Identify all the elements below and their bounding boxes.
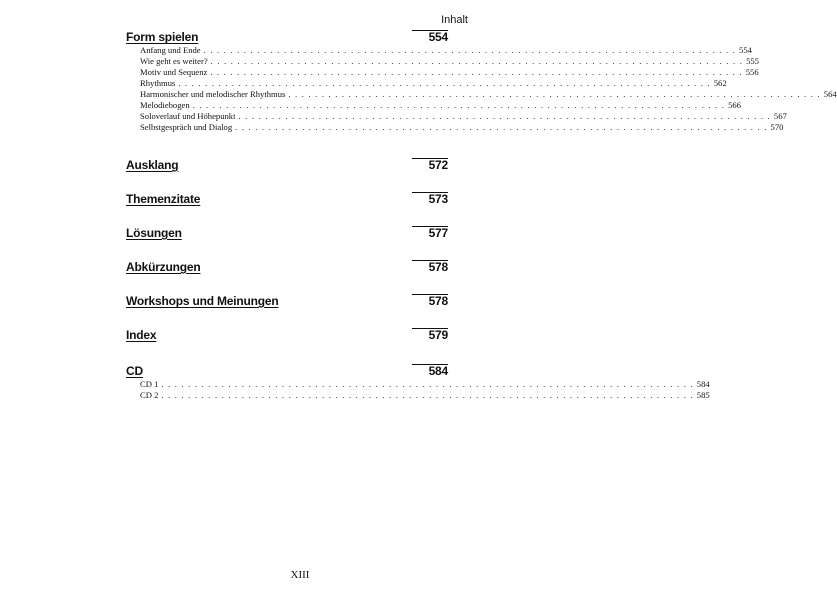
toc-subentry[interactable] xyxy=(140,89,837,100)
toc-section-row[interactable] xyxy=(126,326,448,342)
toc-subentry-title: Anfang und Ende xyxy=(140,45,201,55)
toc-subentry-title: Melodiebogen xyxy=(140,100,190,110)
toc-section-page: 554 xyxy=(412,30,448,44)
dot-leader: . . . . . . . . . . . . . . . . . . . . . . . . . . . . . . . . . . . . . . . . . . . . . . . . . . . . . . . . . . . . . . . . . . . . . . . . . . . . . . . . xyxy=(161,390,694,400)
toc-section-row[interactable] xyxy=(126,190,448,206)
toc-subentry[interactable] xyxy=(140,379,710,390)
dot-leader: . . . . . . . . . . . . . . . . . . . . . . . . . . . . . . . . . . . . . . . . . . . . . . . . . . . . . . . . . . . . . . . . . . . . . . . . . . . . . . . . xyxy=(210,56,744,66)
toc-subentry-page: 562 xyxy=(713,78,727,88)
toc-subentry-title: Motiv und Sequenz xyxy=(140,67,208,77)
toc-section-title: Form spielen xyxy=(126,30,199,44)
toc-section-title: Index xyxy=(126,328,157,342)
toc-subentry[interactable] xyxy=(140,111,787,122)
toc-section xyxy=(126,292,448,308)
toc-section-row[interactable] xyxy=(126,28,448,44)
dot-leader: . . . . . . . . . . . . . . . . . . . . . . . . . . . . . . . . . . . . . . . . . . . . . . . . . . . . . . . . . . . . . . . . . . . . . . . . . . . . . . . . xyxy=(238,111,771,121)
toc-section-row[interactable] xyxy=(126,156,448,172)
toc-subentry-title: CD 2 xyxy=(140,390,159,400)
toc-subentry-page: 566 xyxy=(728,100,741,110)
toc-section xyxy=(126,190,448,206)
toc-subentry-page: 585 xyxy=(696,390,710,400)
dot-leader: . . . . . . . . . . . . . . . . . . . . . . . . . . . . . . . . . . . . . . . . . . . . . . . . . . . . . . . . . . . . . . . . . . . . . . . . . . . . . . . . xyxy=(161,379,694,389)
toc-subentry-title: Soloverlauf und Höhepunkt xyxy=(140,111,236,121)
toc-section-title: CD xyxy=(126,364,143,378)
toc-section-row[interactable] xyxy=(126,292,448,308)
toc-section-title: Abkürzungen xyxy=(126,260,201,274)
toc-section xyxy=(126,28,837,133)
toc-section-title: Ausklang xyxy=(126,158,179,172)
toc-section-page: 573 xyxy=(412,192,448,206)
toc-subentry-title: Harmonischer und melodischer Rhythmus xyxy=(140,89,286,99)
toc-section-title: Workshops und Meinungen xyxy=(126,294,279,308)
dot-leader: . . . . . . . . . . . . . . . . . . . . . . . . . . . . . . . . . . . . . . . . . . . . . . . . . . . . . . . . . . . . . . . . . . . . . . . . . . . . . . . . xyxy=(203,45,737,55)
toc-section xyxy=(126,156,448,172)
toc-section-page: 578 xyxy=(412,260,448,274)
toc-subentry-page: 554 xyxy=(739,45,752,55)
toc-subentry[interactable] xyxy=(140,390,710,401)
toc-section xyxy=(126,326,448,342)
toc-subentry-title: Selbstgespräch und Dialog xyxy=(140,122,233,132)
toc-subentry[interactable] xyxy=(140,122,784,133)
toc-section-title: Themenzitate xyxy=(126,192,201,206)
toc-subentry-page: 584 xyxy=(696,379,710,389)
toc-section-page: 578 xyxy=(412,294,448,308)
dot-leader: . . . . . . . . . . . . . . . . . . . . . . . . . . . . . . . . . . . . . . . . . . . . . . . . . . . . . . . . . . . . . . . . . . . . . . . . . . . . . . . . xyxy=(210,67,743,77)
running-header: Inhalt xyxy=(441,14,468,26)
toc-section xyxy=(126,258,448,274)
toc-subentry[interactable] xyxy=(140,78,727,89)
toc-section-page: 584 xyxy=(412,364,448,378)
toc-section-page: 572 xyxy=(412,158,448,172)
toc-subentry-page: 555 xyxy=(746,56,759,66)
toc-subentry-page: 564 xyxy=(823,89,837,99)
dot-leader: . . . . . . . . . . . . . . . . . . . . . . . . . . . . . . . . . . . . . . . . . . . . . . . . . . . . . . . . . . . . . . . . . . . . . . . . . . . . . . . . xyxy=(178,78,711,88)
toc-subentry-title: Wie geht es weiter? xyxy=(140,56,208,66)
toc-subentry-page: 570 xyxy=(770,122,784,132)
toc-subentry[interactable] xyxy=(140,45,752,56)
toc-section-row[interactable] xyxy=(126,224,448,240)
toc-subentry-page: 567 xyxy=(773,111,787,121)
toc-subentry-title: CD 1 xyxy=(140,379,159,389)
toc-section-row[interactable] xyxy=(126,362,448,378)
toc-subentry[interactable] xyxy=(140,100,741,111)
toc-subentry[interactable] xyxy=(140,56,759,67)
toc-section-title: Lösungen xyxy=(126,226,182,240)
toc-section-row[interactable] xyxy=(126,258,448,274)
toc-subentry-title: Rhythmus xyxy=(140,78,176,88)
dot-leader: . . . . . . . . . . . . . . . . . . . . . . . . . . . . . . . . . . . . . . . . . . . . . . . . . . . . . . . . . . . . . . . . . . . . . . . . . . . . . . . . xyxy=(288,89,821,99)
toc-subentry-list xyxy=(140,379,710,401)
toc-subentry[interactable] xyxy=(140,67,759,78)
dot-leader: . . . . . . . . . . . . . . . . . . . . . . . . . . . . . . . . . . . . . . . . . . . . . . . . . . . . . . . . . . . . . . . . . . . . . . . . . . . . . . . . xyxy=(192,100,726,110)
toc-section-page: 577 xyxy=(412,226,448,240)
toc-section xyxy=(126,224,448,240)
toc-subentry-page: 556 xyxy=(745,67,759,77)
toc-section xyxy=(126,362,710,401)
toc-section-page: 579 xyxy=(412,328,448,342)
toc-subentry-list xyxy=(140,45,837,133)
dot-leader: . . . . . . . . . . . . . . . . . . . . . . . . . . . . . . . . . . . . . . . . . . . . . . . . . . . . . . . . . . . . . . . . . . . . . . . . . . . . . . . . xyxy=(235,122,768,132)
page-number: XIII xyxy=(290,569,310,581)
